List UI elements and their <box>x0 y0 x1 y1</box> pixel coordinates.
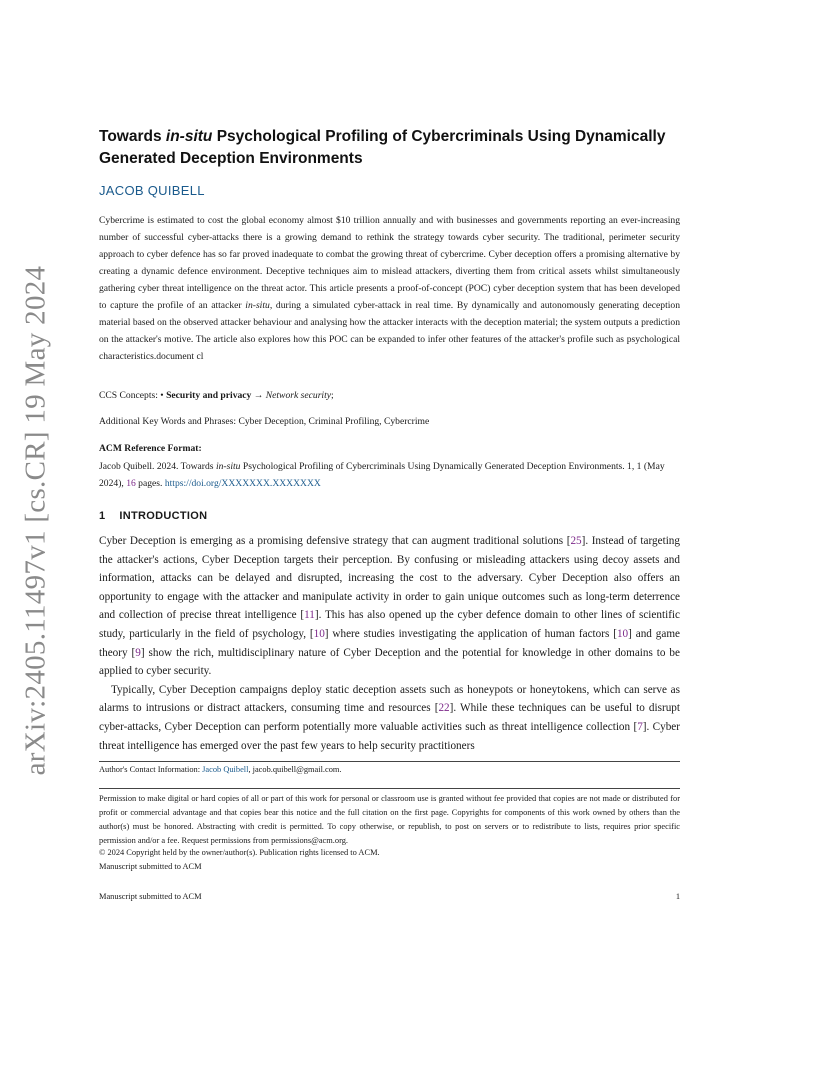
arxiv-sidebar <box>16 265 56 775</box>
intro-paragraph-2: Typically, Cyber Deception campaigns deploy static deception assets such as honeypots or honeytokens, which can serve as alarms to intrusions or distract attackers, consuming time and resources [22]. While these techniques can be useful to disrupt cyber-attacks, Cyber Deception can perform potentially more valuable activities such as threat intelligence collection [7]. Cyber threat intelligence has emerged over the past few years to help security practitioners <box>99 683 681 752</box>
author-contact: Author's Contact Information: Jacob Quibell, jacob.quibell@gmail.com. <box>99 765 342 774</box>
citation-link[interactable]: 25 <box>570 535 582 547</box>
citation-link[interactable]: 22 <box>438 702 450 715</box>
copyright-notice: © 2024 Copyright held by the owner/author(s). Publication rights licensed to ACM. <box>99 848 380 857</box>
footnote-divider <box>99 761 680 762</box>
section-heading: 1 INTRODUCTION <box>99 510 208 522</box>
author-contact-link[interactable]: Jacob Quibell <box>202 765 249 774</box>
citation-link[interactable]: 11 <box>304 609 315 622</box>
citation-link[interactable]: 9 <box>135 646 141 659</box>
page-count-link[interactable]: 16 <box>126 478 136 489</box>
citation-link[interactable]: 10 <box>313 627 325 640</box>
citation-link[interactable]: 7 <box>637 720 643 733</box>
abstract: Cybercrime is estimated to cost the global economy almost $10 trillion annually and with businesses and governments reporting an ever-increasing number of successful cyber-attacks there is a growing demand to rethink the strategy towards cyber security. The traditional, perimeter security approach to cyber defence has so far proved inadequate to combat the growing threat of cybercrime. Cyber deception offers a promising alternative by creating a dynamic defence environment. Deceptive techniques aim to mislead attackers, diverting them from critical assets whilst simultaneously gathering cyber threat intelligence on the threat actor. This article presents a proof-of-concept (POC) cyber deception system that has been developed to capture the profile of an attacker in-situ, during a simulated cyber-attack in real time. By dynamically and autonomously generating deception material based on the observed attacker behaviour and analysing how the attacker interacts with the deception material; the system outputs a prediction on the attacker's motive. The article also explores how this POC can be expanded to infer other features of the attacker's profile such as psychological characteristics.document cl <box>99 215 680 362</box>
submission-note: Manuscript submitted to ACM <box>99 862 202 871</box>
author-name[interactable]: JACOB QUIBELL <box>99 183 205 198</box>
citation-link[interactable]: 10 <box>616 627 629 640</box>
paper-title: Towards in-situ Psychological Profiling of Cybercriminals Using Dynamically Generated Deception Environments <box>99 128 666 167</box>
acm-reference-heading: ACM Reference Format: <box>99 443 202 454</box>
keywords: Additional Key Words and Phrases: Cyber Deception, Criminal Profiling, Cybercrime <box>99 416 430 427</box>
introduction-body <box>99 532 680 755</box>
page-number: 1 <box>675 892 680 901</box>
permission-divider <box>99 788 680 789</box>
arxiv-identifier: arXiv:2405.11497v1 [cs.CR] 19 May 2024 <box>19 265 52 775</box>
acm-reference-text: Jacob Quibell. 2024. Towards in-situ Psychological Profiling of Cybercriminals Using Dynamically Generated Deception Environments. 1, 1 (May 2024), 16 pages. https://doi.org/XXXXXXX.XXXXXXX <box>99 461 665 489</box>
permission-notice: Permission to make digital or hard copies of all or part of this work for personal or classroom use is granted without fee provided that copies are not made or distributed for profit or commercial advantage and that copies bear this notice and the full citation on the first page. Copyrights for components of this work owned by others than the author(s) must be honored. Abstracting with credit is permitted. To copy otherwise, or republish, to post on servers or to redistribute to lists, requires prior specific permission and/or a fee. Request permissions from permissions@acm.org. <box>99 794 680 845</box>
intro-paragraph-1: Cyber Deception is emerging as a promising defensive strategy that can augment traditional solutions [25]. Instead of targeting the attacker's actions, Cyber Deception targets their perception. By confusing or misleading attackers using decoy assets and information, attacks can be delayed and disrupted, increasing the cost to the adversary. Cyber Deception also offers an opportunity to engage with the attacker and manipulate activity in order to gain unique outcomes such as long-term deterrence and collection of precise threat intelligence [11]. This has also opened up the cyber defence domain to other lines of scientific study, particularly in the field of psychology, [10] where studies investigating the application of human factors [10] and game theory [9] show the rich, multidisciplinary nature of Cyber Deception and the potential for knowledge in other domains to be applied to cyber security. <box>99 535 681 678</box>
doi-link[interactable]: https://doi.org/XXXXXXX.XXXXXXX <box>164 478 321 489</box>
ccs-concepts: CCS Concepts: • Security and privacy → Network security; <box>99 390 334 401</box>
footer-note: Manuscript submitted to ACM <box>99 892 202 901</box>
